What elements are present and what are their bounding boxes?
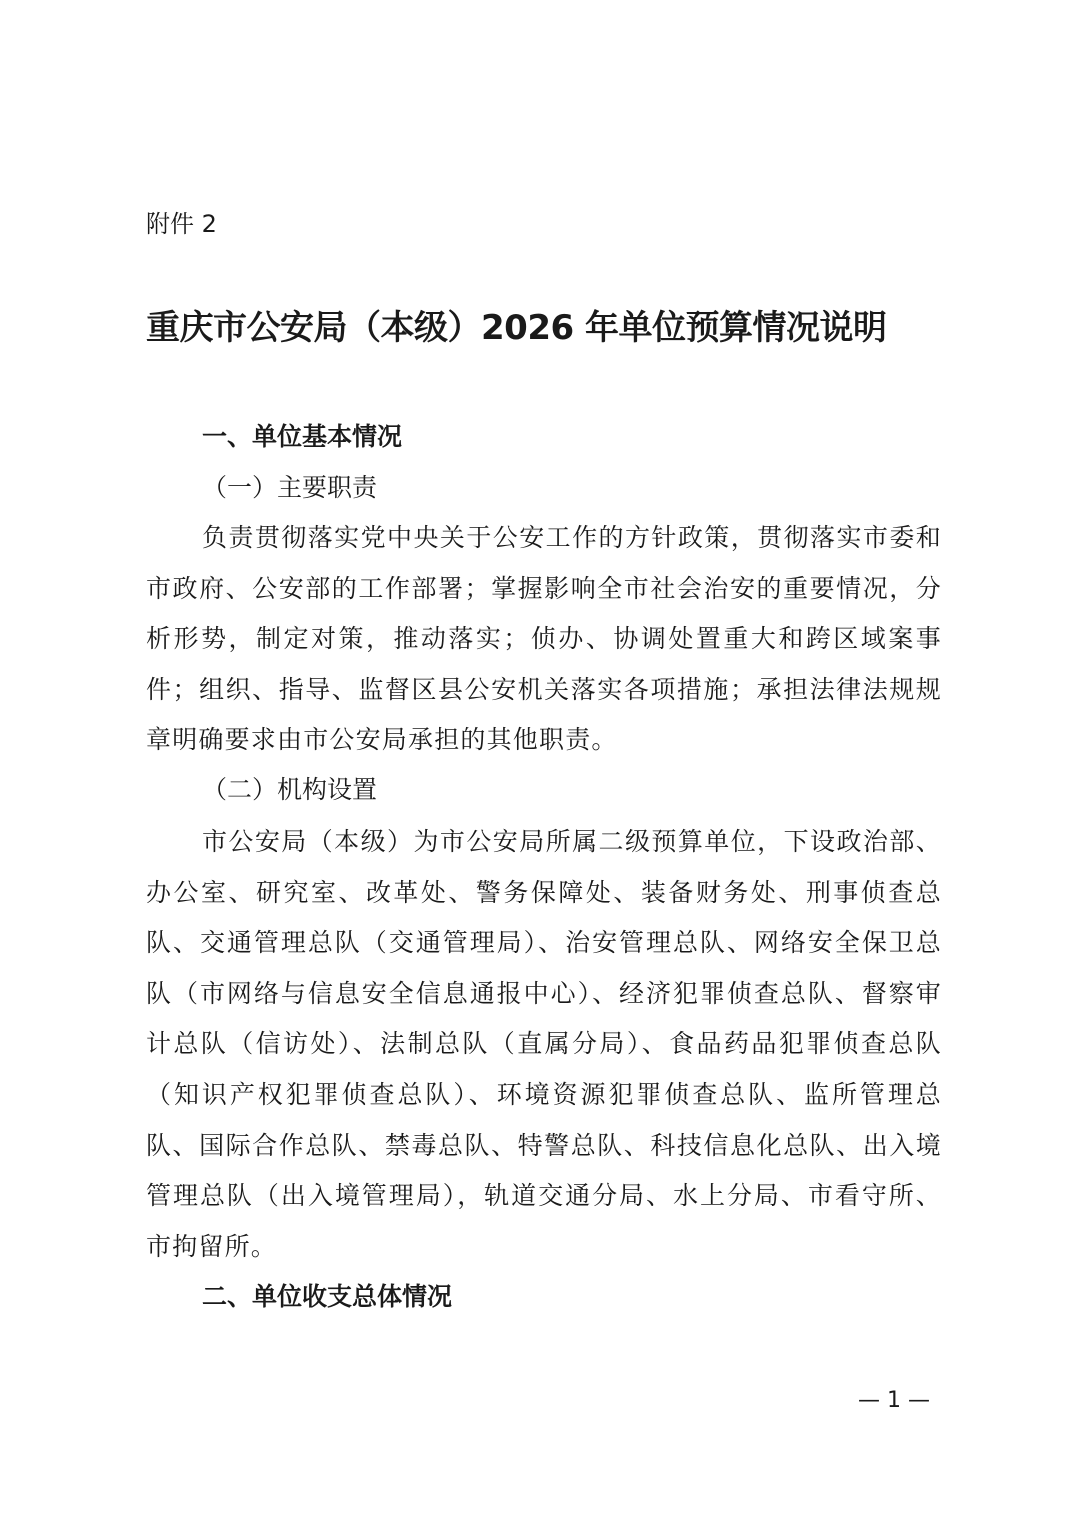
paragraph-duties: 负责贯彻落实党中央关于公安工作的方针政策，贯彻落实市委和市政府、公安部的工作部署；掌握影响全市社会治安的重要情况，分析形势，制定对策，推动落实；侦办、协调处置重大和跨区域案事件；组织、指导、监督区县公安机关落实各项措施；承担法律法规规章明确要求由市公安局承担的其他职责。 [146, 523, 942, 755]
attachment-label: 附件 2 [146, 210, 217, 238]
document-title: 重庆市公安局（本级）2026 年单位预算情况说明 [146, 308, 887, 348]
section-heading-basic-info: 一、单位基本情况 [202, 422, 403, 451]
subsection-heading-duties: （一）主要职责 [202, 473, 378, 502]
paragraph-organization: 市公安局（本级）为市公安局所属二级预算单位，下设政治部、办公室、研究室、改革处、警务保障处、装备财务处、刑事侦查总队、交通管理总队（交通管理局）、治安管理总队、网络安全保卫总队（市网络与信息安全信息通报中心）、经济犯罪侦查总队、督察审计总队（信访处）、法制总队（直属分局）、食品药品犯罪侦查总队（知识产权犯罪侦查总队）、环境资源犯罪侦查总队、监所管理总队、国际合作总队、禁毒总队、特警总队、科技信息化总队、出入境管理总队（出入境管理局），轨道交通分局、水上分局、市看守所、市拘留所。 [146, 827, 942, 1261]
subsection-heading-organization: （二）机构设置 [202, 775, 378, 804]
page-number: — 1 — [858, 1388, 930, 1413]
section-heading-budget-overview: 二、单位收支总体情况 [202, 1282, 453, 1311]
